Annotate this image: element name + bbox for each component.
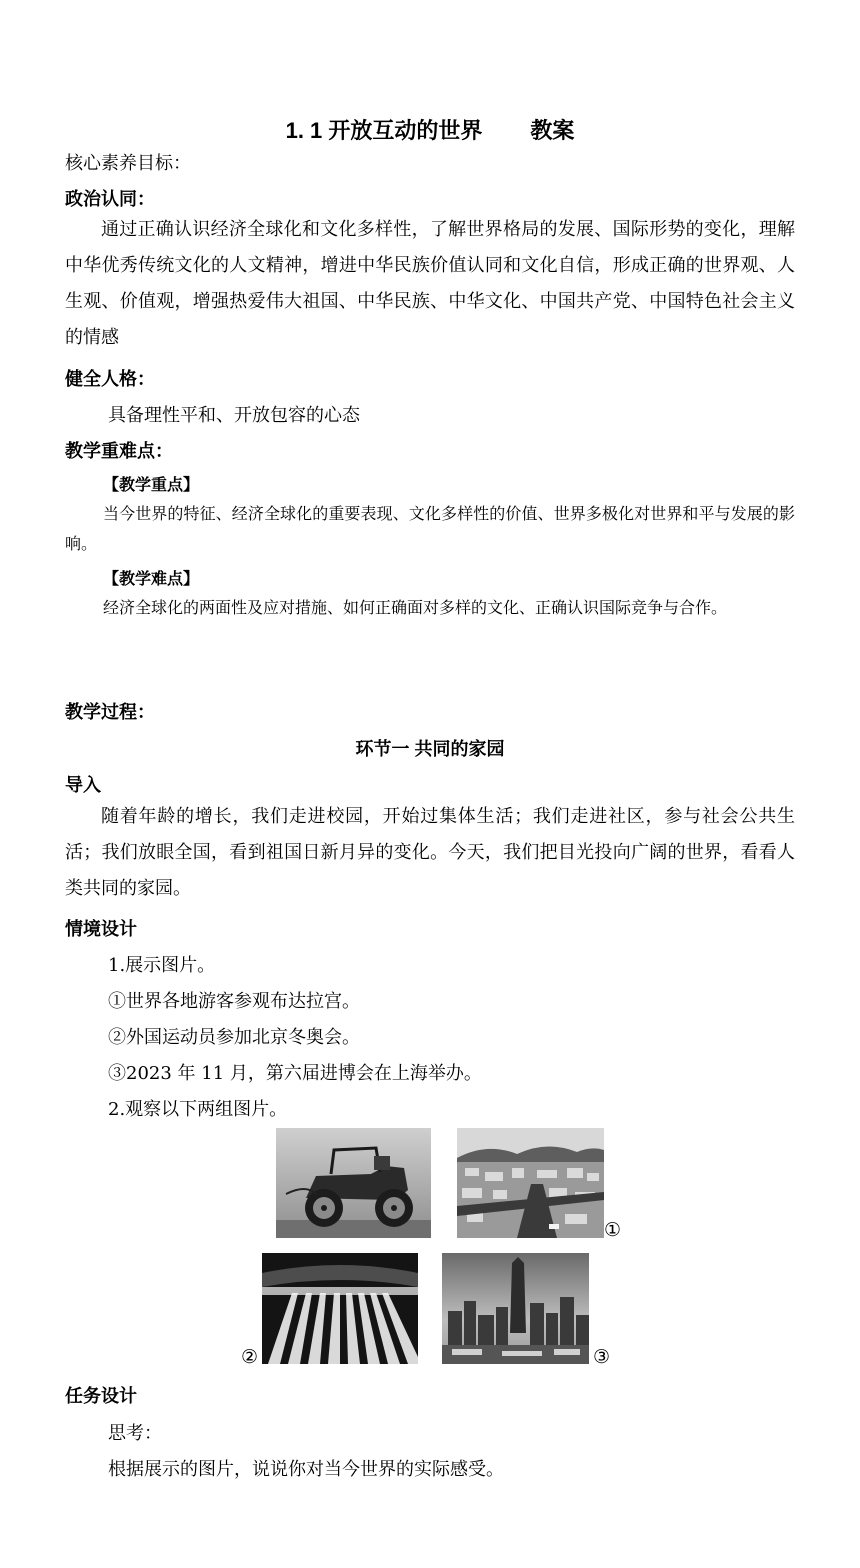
task-heading: 任务设计: [65, 1386, 137, 1406]
image-marker-3: ③: [593, 1346, 611, 1368]
intro-paragraph: 随着年龄的增长，我们走进校园，开始过集体生活；我们走进社区，参与社会公共生活；我们放眼全国，看到祖国日新月异的变化。今天，我们把目光投向广阔的世界，看看人类共同的家园。: [65, 806, 795, 899]
scenario-item: ②外国运动员参加北京冬奥会。: [108, 1027, 360, 1048]
skyline-photo: [442, 1253, 589, 1364]
scenario-item: ③2023 年 11 月，第六届进博会在上海举办。: [108, 1063, 482, 1084]
trains-icon: [262, 1253, 418, 1364]
aerial-city-icon: [457, 1128, 604, 1238]
scenario-heading: 情境设计: [65, 919, 137, 939]
key-difficult-heading: 教学重难点：: [65, 441, 173, 461]
intro-heading: 导入: [65, 775, 101, 795]
image-marker-1: ①: [604, 1219, 622, 1241]
section1-title: 环节一 共同的家园: [355, 739, 505, 759]
key-points-text: 当今世界的特征、经济全球化的重要表现、文化多样性的价值、世界多极化对世界和平与发展的影响。: [65, 504, 795, 553]
think-paragraph: 根据展示的图片，说说你对当今世界的实际感受。: [108, 1459, 504, 1480]
vintage-car-photo: [276, 1128, 431, 1238]
document-title: [0, 114, 860, 145]
political-heading: 政治认同：: [65, 189, 155, 209]
personality-heading: 健全人格：: [65, 369, 155, 389]
difficult-points-text: 经济全球化的两面性及应对措施、如何正确面对多样的文化、正确认识国际竞争与合作。: [103, 598, 728, 617]
key-points-label: 【教学重点】: [103, 477, 200, 494]
image-marker-2: ②: [241, 1346, 259, 1368]
scenario-item: 1.展示图片。: [108, 955, 216, 976]
scenario-item: 2.观察以下两组图片。: [108, 1099, 288, 1120]
political-paragraph: 通过正确认识经济全球化和文化多样性，了解世界格局的发展、国际形势的变化，理解中华优秀传统文化的人文精神，增进中华民族价值认同和文化自信，形成正确的世界观、人生观、价值观，增强热爱伟大祖国、中华民族、中华文化、中国共产党、中国特色社会主义的情感: [65, 219, 795, 348]
vintage-car-icon: [276, 1128, 431, 1238]
high-speed-trains-photo: [262, 1253, 418, 1364]
think-label: 思考：: [108, 1423, 162, 1444]
core-goals-heading: 核心素养目标：: [65, 153, 191, 173]
title-main: 1. 1 开放互动的世界: [285, 118, 483, 143]
skyscrapers-icon: [442, 1253, 589, 1364]
process-heading: 教学过程：: [65, 702, 155, 722]
difficult-points-label: 【教学难点】: [103, 571, 200, 588]
personality-paragraph: 具备理性平和、开放包容的心态: [108, 405, 360, 426]
scenario-item: ①世界各地游客参观布达拉宫。: [108, 991, 360, 1012]
aerial-city-photo: [457, 1128, 604, 1238]
title-suffix: 教案: [530, 118, 575, 143]
